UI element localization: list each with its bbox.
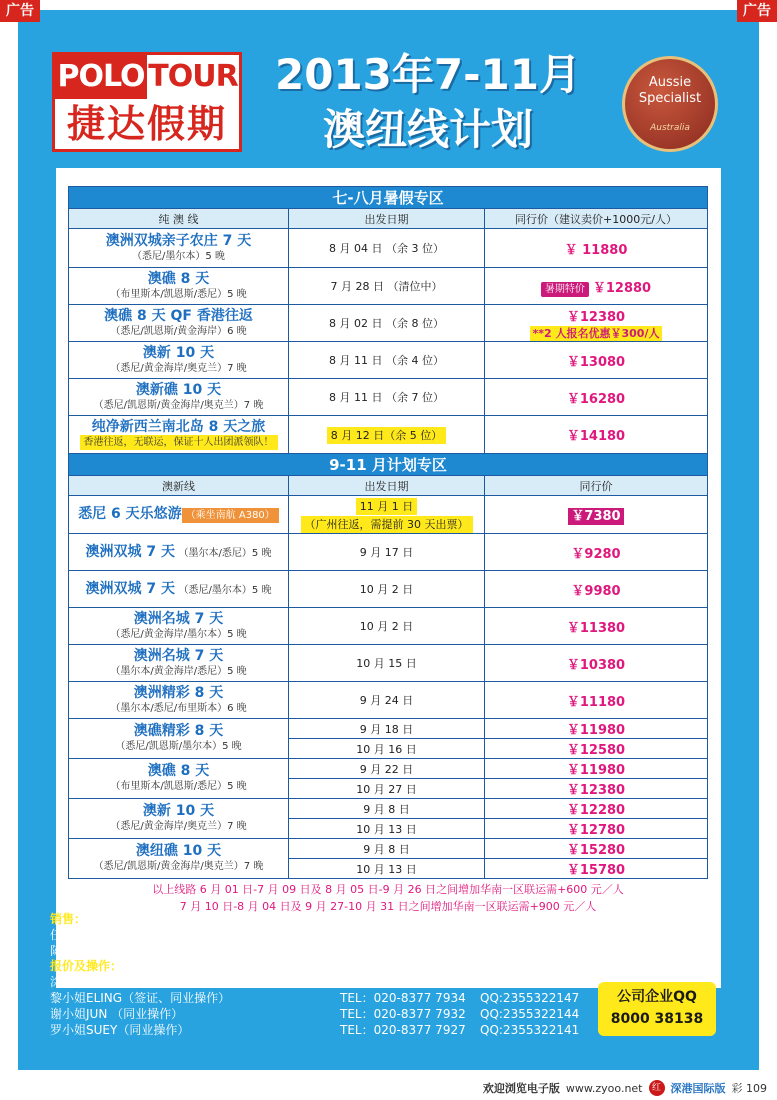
section1-header-row xyxy=(69,209,708,229)
col-header-date: 出发日期 xyxy=(289,476,485,496)
route-name: 悉尼 6 天乐悠游 xyxy=(78,506,182,522)
surcharge-note-2: 7 月 10 日-8 月 04 日及 9 月 27-10 月 31 日之间增加华南一区联运需+900 元／人 xyxy=(179,900,597,913)
contact-name: 罗小姐SUEY（同业操作） xyxy=(50,1023,190,1037)
route-sub: （悉尼/凯恩斯/黄金海岸）6 晚 xyxy=(110,325,247,337)
route-sub: （墨尔本/黄金海岸/悉尼）5 晚 xyxy=(110,665,247,677)
col-header-price: 同行价 xyxy=(485,476,708,496)
section1-title-row xyxy=(69,187,708,209)
price: ￥11980 xyxy=(566,763,626,778)
ad-label-left: 广告 xyxy=(0,0,40,22)
depart-note: （广州往返，需提前 30 天出票） xyxy=(301,516,473,533)
section2-title: 9-11 月计划专区 xyxy=(69,454,708,476)
poster-title xyxy=(258,48,598,158)
price: ￥11380 xyxy=(566,620,626,636)
depart-date: 10 月 13 日 xyxy=(289,859,485,879)
contact-qq: QQ:2355322144 xyxy=(480,1007,580,1021)
logo-chinese-text: 捷达假期 xyxy=(66,101,227,146)
route-sub: （悉尼/黄金海岸/奥克兰）7 晚 xyxy=(110,821,247,832)
contact-tel: TEL：020-8377 7925 xyxy=(340,928,466,942)
depart-date: 9 月 8 日 xyxy=(289,799,485,819)
table-row xyxy=(69,719,708,739)
table-row xyxy=(69,496,708,534)
table-row xyxy=(69,608,708,645)
contact-qq: QQ:2355322146 xyxy=(480,975,580,989)
logo-tour-text: TOUR xyxy=(147,55,239,99)
contact-qq: QQ:2355322148／2355322140 xyxy=(480,928,668,942)
price: ￥12280 xyxy=(566,803,626,818)
depart-date: 8 月 11 日 （余 7 位） xyxy=(289,379,485,416)
table-row xyxy=(69,799,708,819)
route-name: 澳洲精彩 8 天 xyxy=(133,684,224,701)
page-number: 彩 109 xyxy=(731,1082,767,1095)
company-qq-number: 8000 38138 xyxy=(610,1011,704,1027)
contact-name: 任先生PAUL （广东地区散拼及包团销售） xyxy=(50,928,276,942)
route-sub: （悉尼/墨尔本）5 晚 xyxy=(132,250,225,262)
footer-brand: 深港国际版 xyxy=(670,1082,726,1095)
contact-row xyxy=(50,943,730,959)
contact-tel: TEL：020-8377 7930 xyxy=(340,975,466,989)
depart-date: 10 月 2 日 xyxy=(289,608,485,645)
poster-header xyxy=(18,10,759,170)
table-row xyxy=(69,534,708,571)
route-sub: （布里斯本/凯恩斯/悉尼）5 晚 xyxy=(110,288,247,300)
section2-header-row xyxy=(69,476,708,496)
route-name: 澳礁精彩 8 天 xyxy=(133,723,224,739)
table-row xyxy=(69,416,708,454)
badge-line-3: Australia xyxy=(650,123,690,133)
price: ￥12380 xyxy=(566,309,626,325)
depart-date: 9 月 24 日 xyxy=(289,682,485,719)
price: ￥ 11880 xyxy=(564,242,628,258)
contact-name: 涂小姐PHOEBE（特色、商务及常规包团报价） xyxy=(50,975,304,989)
section2-title-row xyxy=(69,454,708,476)
route-name: 澳纽礁 10 天 xyxy=(135,843,222,859)
route-name: 澳新礁 10 天 xyxy=(135,381,222,398)
sales-heading: 销售： xyxy=(50,912,87,926)
table-row xyxy=(69,682,708,719)
table-row xyxy=(69,268,708,305)
price: ￥9280 xyxy=(571,546,621,562)
page-footer xyxy=(0,1076,777,1100)
route-sub: （布里斯本/凯恩斯/悉尼）5 晚 xyxy=(110,781,247,792)
depart-date: 7 月 28 日 （清位中） xyxy=(289,268,485,305)
route-sub: （悉尼/黄金海岸/墨尔本）5 晚 xyxy=(110,628,247,640)
route-sub: （墨尔本/悉尼/布里斯本）6 晚 xyxy=(110,702,247,714)
contact-name: 陈小姐TIBBY（深圳地区、外省散拼及包团销售） xyxy=(50,944,313,958)
price: ￥16280 xyxy=(566,391,626,407)
price: ￥12880 xyxy=(592,280,652,296)
badge-line-1: Aussie xyxy=(648,75,692,90)
route-name: 纯净新西兰南北岛 8 天之旅 xyxy=(91,419,266,435)
route-name: 澳洲双城 7 天 xyxy=(85,580,176,597)
footer-site-link[interactable]: www.zyoo.net xyxy=(565,1081,643,1095)
route-name: 澳新 10 天 xyxy=(142,803,215,819)
depart-date: 8 月 11 日 （余 4 位） xyxy=(289,342,485,379)
col-header-date: 出发日期 xyxy=(289,209,485,229)
price: ￥12380 xyxy=(566,783,626,798)
section1-title: 七-八月暑假专区 xyxy=(69,187,708,209)
polo-tour-logo xyxy=(52,52,242,152)
table-row xyxy=(69,305,708,342)
table-row xyxy=(69,342,708,379)
price: ￥15780 xyxy=(566,863,626,878)
title-line-1: 2013年7-11月 xyxy=(275,50,581,99)
price: ￥10380 xyxy=(566,657,626,673)
depart-date: 10 月 15 日 xyxy=(289,645,485,682)
route-sub: （悉尼/凯恩斯/黄金海岸/奥克兰）7 晚 xyxy=(93,861,264,872)
route-tag: （乘坐南航 A380） xyxy=(182,508,279,523)
surcharge-notes xyxy=(69,879,708,916)
route-name: 澳新 10 天 xyxy=(142,344,215,361)
table-row xyxy=(69,571,708,608)
depart-date: 10 月 27 日 xyxy=(289,779,485,799)
contact-name: 谢小姐JUN （同业操作） xyxy=(50,1007,184,1021)
price: ￥9980 xyxy=(571,583,621,599)
ops-heading: 报价及操作： xyxy=(50,959,123,973)
badge-line-2: Specialist xyxy=(638,91,702,106)
depart-date: 10 月 13 日 xyxy=(289,819,485,839)
depart-date: 8 月 04 日 （余 3 位） xyxy=(289,229,485,268)
price: ￥14180 xyxy=(566,429,626,444)
route-sub: （悉尼/黄金海岸/奥克兰）7 晚 xyxy=(110,362,247,374)
depart-date: 8 月 02 日 （余 8 位） xyxy=(289,305,485,342)
price: ￥12580 xyxy=(566,743,626,758)
price: ￥7380 xyxy=(568,508,623,525)
route-name: 澳礁 8 天 xyxy=(147,763,210,779)
table-row xyxy=(69,229,708,268)
contact-tel: TEL：020-8377 7932 xyxy=(340,1007,466,1021)
table-row xyxy=(69,759,708,779)
title-line-2: 澳纽线计划 xyxy=(322,105,533,154)
contact-tel: TEL：020-8377 7934 xyxy=(340,991,466,1005)
depart-date: 9 月 18 日 xyxy=(289,719,485,739)
company-qq-label: 公司企业QQ xyxy=(617,989,697,1005)
route-name: 澳洲双城亲子农庄 7 天 xyxy=(105,232,252,249)
contact-tel: TEL：020-8377 7927 xyxy=(340,1023,466,1037)
contact-row xyxy=(50,927,730,943)
contact-name: 黎小姐ELING（签证、同业操作） xyxy=(50,991,231,1005)
depart-date: 9 月 22 日 xyxy=(289,759,485,779)
contact-qq: QQ:2355322143／2355322142 xyxy=(480,944,668,958)
price: ￥13080 xyxy=(566,354,626,370)
route-name: 澳洲名城 7 天 xyxy=(133,647,224,664)
price: ￥11180 xyxy=(566,694,626,710)
surcharge-note-1: 以上线路 6 月 01 日-7 月 09 日及 8 月 05 日-9 月 26 日之间增加华南一区联运需+600 元／人 xyxy=(152,883,624,896)
route-name: 澳洲名城 7 天 xyxy=(133,610,224,627)
col-header-route: 纯 澳 线 xyxy=(69,209,289,229)
price: ￥15280 xyxy=(566,843,626,858)
brand-circle-icon: 红 xyxy=(649,1080,665,1096)
poster-frame xyxy=(18,10,759,1070)
table-row xyxy=(69,645,708,682)
depart-date: 8 月 12 日（余 5 位） xyxy=(327,427,446,444)
logo-polo-text: POLO xyxy=(55,55,147,99)
promo-badge: 暑期特价 xyxy=(541,282,589,297)
depart-date: 9 月 8 日 xyxy=(289,839,485,859)
bonus-note: **2 人报名优惠￥300/人 xyxy=(530,326,663,341)
route-sub: （悉尼/凯恩斯/墨尔本）5 晚 xyxy=(115,741,242,752)
route-sub: 香港往返，无联运，保证十人出团派领队！ xyxy=(80,435,278,450)
price: ￥12780 xyxy=(566,823,626,838)
route-sub: （悉尼/墨尔本）5 晚 xyxy=(178,584,272,596)
depart-date: 10 月 2 日 xyxy=(289,571,485,608)
schedule-panel xyxy=(56,168,721,988)
route-sub: （墨尔本/悉尼）5 晚 xyxy=(178,547,272,559)
company-qq-box xyxy=(598,982,716,1036)
col-header-route: 澳新线 xyxy=(69,476,289,496)
route-name: 澳礁 8 天 QF 香港往返 xyxy=(104,307,253,324)
route-name: 澳礁 8 天 xyxy=(147,270,210,287)
contact-qq: QQ:2355322147 xyxy=(480,991,580,1005)
route-name: 澳洲双城 7 天 xyxy=(85,543,176,560)
contact-tel: TEL：020-8377 7948 xyxy=(340,944,466,958)
table-row xyxy=(69,839,708,859)
depart-date: 11 月 1 日 xyxy=(356,498,418,515)
schedule-table xyxy=(68,186,708,915)
depart-date: 10 月 16 日 xyxy=(289,739,485,759)
ad-label-right: 广告 xyxy=(737,0,777,22)
aussie-specialist-badge xyxy=(622,56,718,152)
route-sub: （悉尼/凯恩斯/黄金海岸/奥克兰）7 晚 xyxy=(93,399,264,411)
depart-date: 9 月 17 日 xyxy=(289,534,485,571)
footer-welcome: 欢迎浏览电子版 xyxy=(482,1082,560,1095)
price: ￥11980 xyxy=(566,723,626,738)
col-header-price: 同行价（建议卖价+1000元/人） xyxy=(485,209,708,229)
contact-qq: QQ:2355322141 xyxy=(480,1023,580,1037)
table-row xyxy=(69,379,708,416)
